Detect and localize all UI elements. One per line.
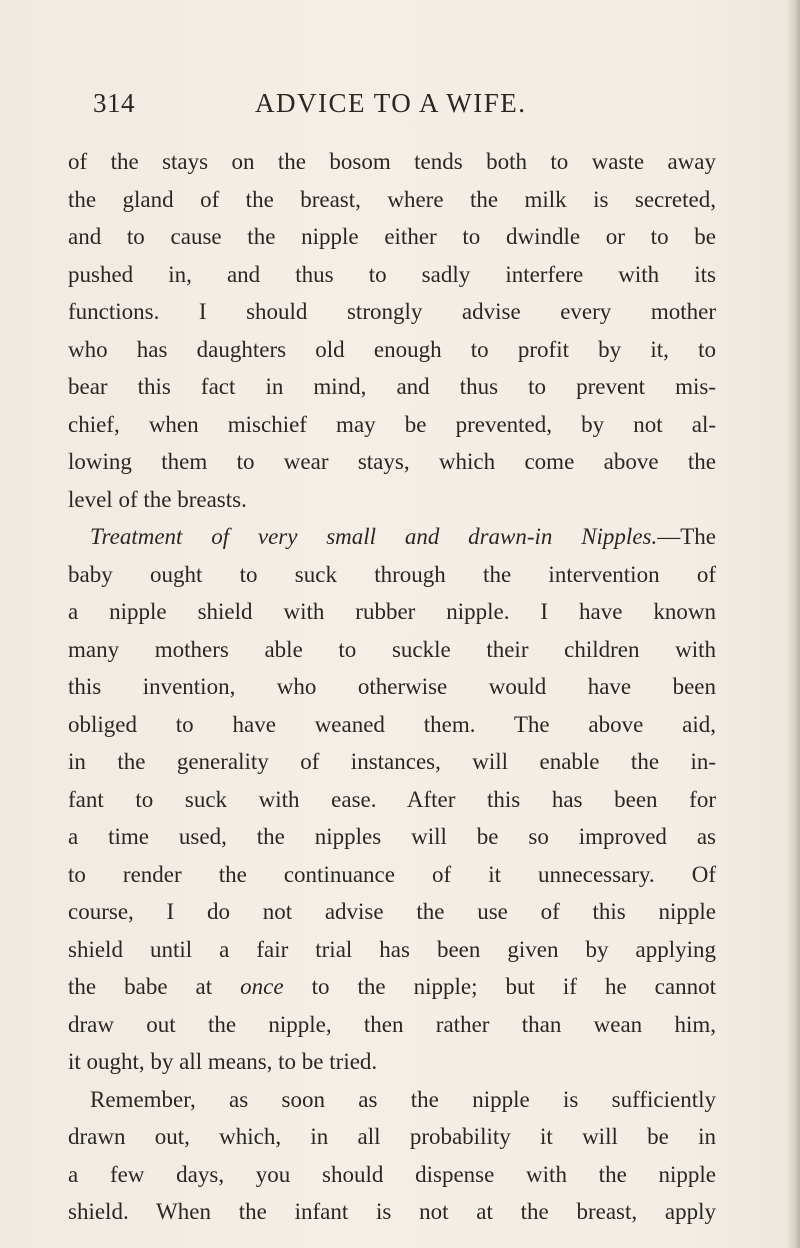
text-line: shield. When the infant is not at the breast, apply [68,1199,716,1224]
text-line: a time used, the nipples will be so improved as [68,824,716,849]
text-line: in the generality of instances, will enable the in- [68,749,716,774]
text-line: baby ought to suck through the intervention of [68,561,716,587]
text-line-once [68,968,716,1006]
once-line-after: to the nipple; but if he cannot [311,974,716,999]
text-line: this invention, who otherwise would have been [68,674,716,699]
text-line: a few days, you should dispense with the nipple [68,1161,716,1187]
text-line: obliged to have weaned them. The above aid, [68,711,716,737]
page-number: 314 [93,88,135,118]
page-header [93,88,713,128]
text-line: draw out the nipple, then rather than wean him, [68,1011,716,1037]
text-line: course, I do not advise the use of this nipple [68,899,716,924]
text-line: fant to suck with ease. After this has been for [68,786,716,812]
text-line: shield until a fair trial has been given by applying [68,936,716,962]
text-line: many mothers able to suckle their children with [68,636,716,662]
page-edge-shadow [786,0,800,1248]
section-heading-line [68,518,716,556]
text-line: of the stays on the bosom tends both to waste away [68,149,716,174]
text-line: level of the breasts. [68,486,247,512]
running-head: ADVICE TO A WIFE. [255,88,527,118]
text-line: bear this fact in mind, and thus to prevent mis- [68,374,716,399]
heading-dash-the: —The [657,524,716,549]
text-line: it ought, by all means, to be tried. [68,1049,378,1074]
once-word: once [240,974,284,999]
text-line: lowing them to wear stays, which come above the [68,449,716,474]
text-line: pushed in, and thus to sadly interfere with its [68,261,716,287]
once-line-before: the babe at [68,974,213,999]
text-line: a nipple shield with rubber nipple. I have known [68,599,716,624]
text-line: to render the continuance of it unnecessary. Of [68,861,716,887]
text-line: drawn out, which, in all probability it will be in [68,1124,716,1149]
text-line: the gland of the breast, where the milk is secreted, [68,186,716,212]
text-line: who has daughters old enough to profit by it, to [68,336,716,362]
body-text [68,143,716,1231]
text-line: chief, when mischief may be prevented, by not al- [68,411,716,437]
treatment-heading: Treatment of very small and drawn-in Nipples. [90,524,658,549]
text-line: Remember, as soon as the nipple is sufficiently [90,1086,716,1112]
text-line: and to cause the nipple either to dwindle or to be [68,224,716,249]
text-line: functions. I should strongly advise every mother [68,299,716,324]
